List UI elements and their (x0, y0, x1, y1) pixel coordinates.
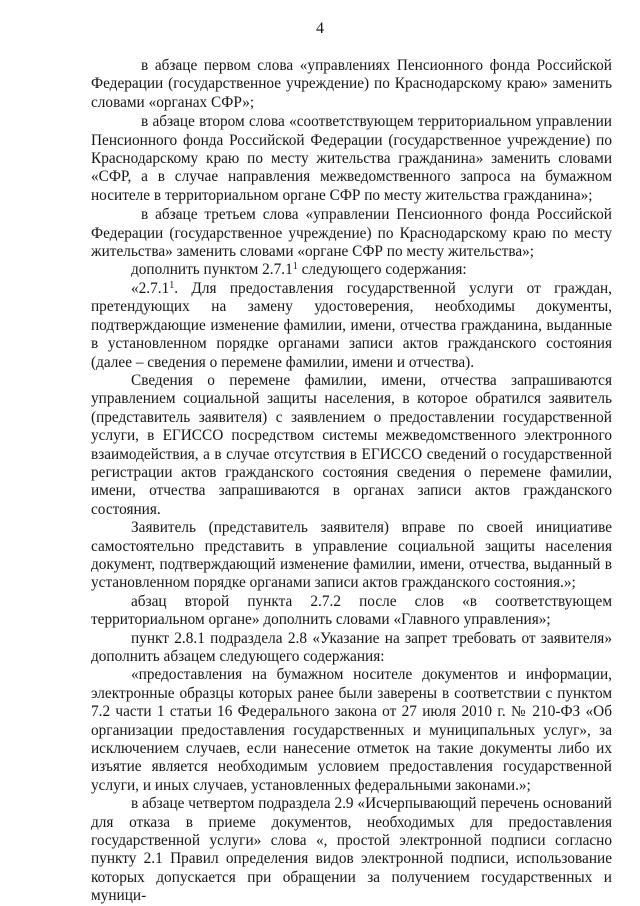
paragraph-11 (91, 795, 612, 905)
paragraph-6 (91, 372, 612, 519)
handwritten-mark-icon (131, 56, 139, 64)
paragraph-text: Сведения о перемене фамилии, имени, отчества запрашиваются управлением социальной защиты населения, в которое обратился заявитель (представитель заявителя) с заявлением о предоставлении государственной услуги, в ЕГИССО посредством системы межведомственного электронного взаимодействия, а в случае отсутствия в ЕГИССО сведений о государственной регистрации актов гражданского состояния сведения о перемене фамилии, имени, отчества запрашиваются в органах записи актов гражданского состояния. (91, 371, 612, 518)
paragraph-5 (91, 280, 612, 372)
paragraph-10 (91, 666, 612, 795)
paragraph-1 (91, 56, 612, 112)
paragraph-4 (91, 261, 612, 279)
document-body (91, 56, 612, 906)
paragraph-text: в абзаце втором слова «соответствующем территориальном управлении Пенсионного фонда Российской Федерации (государственное учреждение) по Краснодарскому краю по месту жительства гражданина» заменить словами «СФР, а в случае направления межведомственного запроса на бумажном носителе в территориальном органе СФР по месту жительства гражданина»; (91, 113, 612, 204)
paragraph-text: пункт 2.8.1 подраздела 2.8 «Указание на запрет требовать от заявителя» дополнить абзацем следующего содержания: (91, 629, 612, 665)
paragraph-text: следующего содержания: (297, 261, 467, 279)
paragraph-3 (91, 205, 612, 261)
paragraph-7 (91, 519, 612, 593)
paragraph-text: «предоставления на бумажном носителе документов и информации, электронные образцы которых ранее были заверены в соответствии с пунктом 7.2 части 1 статьи 16 Федерального закона от 27 июля 2010 г. № 210-ФЗ «Об организации предоставления государственных и муниципальных услуг», за исключением случаев, если нанесение отметок на такие документы либо их изъятие является необходимым условием предоставления государственной услуги, и иных случаев, установленных федеральными законами.»; (91, 666, 612, 794)
page-number: 4 (316, 20, 324, 37)
paragraph-8 (91, 593, 612, 630)
handwritten-mark-icon (131, 205, 139, 213)
paragraph-2 (91, 112, 612, 205)
superscript: 1 (292, 261, 298, 273)
superscript: 1 (169, 279, 175, 291)
handwritten-mark-icon (131, 112, 139, 120)
paragraph-text: . Для предоставления государственной услуги от граждан, претендующих на замену удостоверения, необходимы документы, подтверждающие изменение фамилии, имени, отчества гражданина, выданные в установленном порядке органами записи актов гражданского состояния (далее – сведения о перемене фамилии, имени и отчества). (91, 279, 612, 371)
paragraph-text: дополнить пунктом 2.7.1 (131, 261, 293, 279)
paragraph-text: Заявитель (представитель заявителя) вправе по своей инициативе самостоятельно представить в управление социальной защиты населения документ, подтверждающий изменение фамилии, имени, отчества, выданный в установленном порядке органами записи актов гражданского состояния.»; (91, 519, 612, 592)
paragraph-text: в абзаце четвертом подраздела 2.9 «Исчерпывающий перечень оснований для отказа в приеме документов, необходимых для предоставления государственной услуги» слова «, простой электронной подписи согласно пункту 2.1 Правил определения видов электронной подписи, использование которых допускается при обращении за получением государственных и муници- (91, 795, 612, 905)
paragraph-text: «2.7.1 (131, 279, 170, 297)
paragraph-text: абзац второй пункта 2.7.2 после слов «в соответствующем территориальном органе» дополнить словами «Главного управления»; (91, 592, 612, 629)
paragraph-text: в абзаце первом слова «управлениях Пенсионного фонда Российской Федерации (государственное учреждение) по Краснодарскому краю» заменить словами «органах СФР»; (91, 57, 612, 111)
paragraph-9 (91, 630, 612, 667)
paragraph-text: в абзаце третьем слова «управлении Пенсионного фонда Российской Федерации (государственное учреждение) по Краснодарскому краю по месту жительства» заменить словами «органе СФР по месту жительства»; (91, 206, 612, 261)
